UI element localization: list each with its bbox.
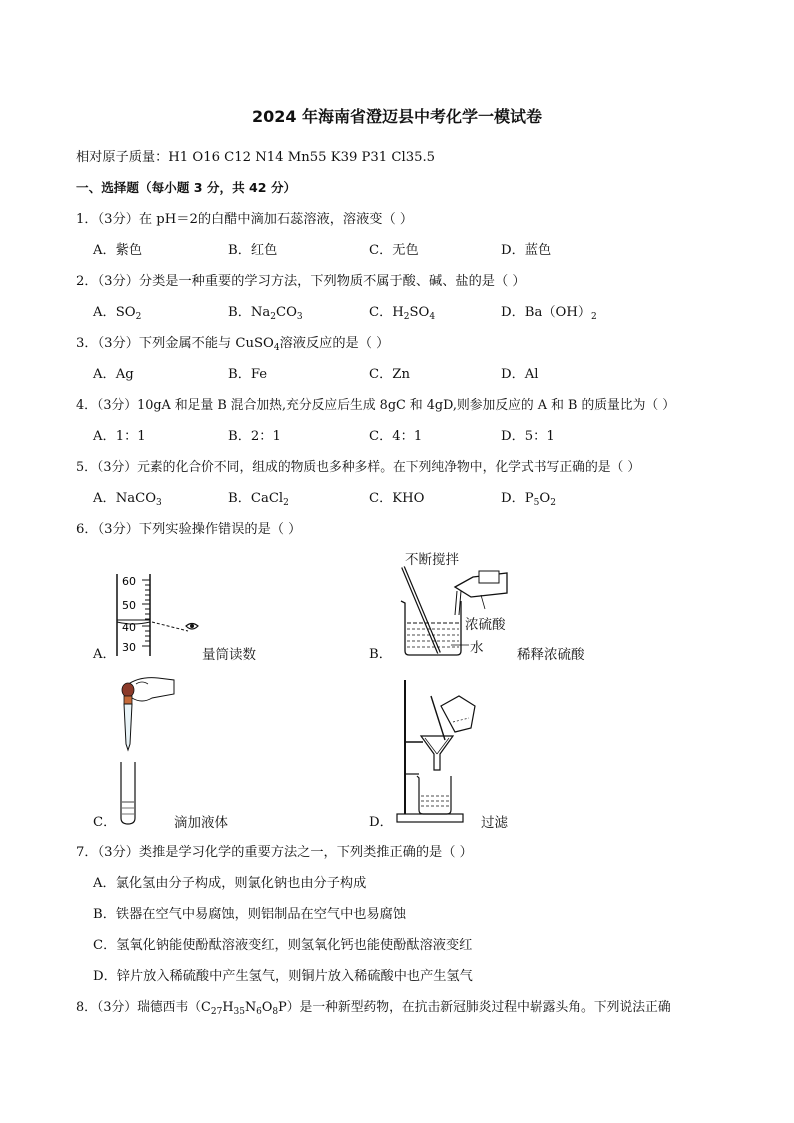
cylinder-tick-50: 50 xyxy=(122,599,136,612)
q6-figure-c-label: C． xyxy=(93,815,117,830)
question-7-stem: 7．（3分）类推是学习化学的重要方法之一，下列类推正确的是（ ） xyxy=(76,845,473,860)
q7-option-d: D．锌片放入稀硫酸中产生氢气，则铜片放入稀硫酸中也产生氢气 xyxy=(93,969,473,984)
q5-option-a: A．NaCO$_3$ xyxy=(93,491,162,508)
q7-option-a: A．氯化氢由分子构成，则氯化钠也由分子构成 xyxy=(93,876,367,891)
q5-option-b: B．CaCl$_2$ xyxy=(228,491,289,508)
q4-option-d: D．5：1 xyxy=(501,429,555,444)
question-6-stem: 6．（3分）下列实验操作错误的是（ ） xyxy=(76,522,302,537)
q1-option-a: A．紫色 xyxy=(93,243,143,258)
q3-option-a: A．Ag xyxy=(93,367,134,382)
question-4-stem: 4．（3分）10gA 和足量 B 混合加热,充分反应后生成 8gC 和 4gD,则参加反应的 A 和 B 的质量比为（ ） xyxy=(76,398,676,413)
q3-option-d: D．Al xyxy=(501,367,539,382)
section-heading: 一、选择题（每小题 3 分，共 42 分） xyxy=(76,180,297,195)
q3-option-b: B．Fe xyxy=(228,367,268,382)
q6-figure-b-label: B． xyxy=(369,647,392,662)
q4-option-b: B．2：1 xyxy=(228,429,281,444)
atomic-mass-line: 相对原子质量：H1 O16 C12 N14 Mn55 K39 P31 Cl35.5 xyxy=(76,150,436,165)
cylinder-tick-40: 40 xyxy=(122,621,136,634)
cylinder-tick-30: 30 xyxy=(122,641,136,654)
q4-option-c: C．4：1 xyxy=(369,429,423,444)
q6-figure-b-acid-label: 浓硫酸 xyxy=(465,617,506,633)
page-title: 2024 年海南省澄迈县中考化学一模试卷 xyxy=(251,107,543,126)
q5-option-c: C．KHO xyxy=(369,491,425,506)
q6-figure-b-stir-label: 不断搅拌 xyxy=(405,552,459,568)
q2-option-c: C．$H_2SO_4$ xyxy=(369,305,436,322)
q6-figure-c-caption: 滴加液体 xyxy=(174,815,228,831)
question-1-stem: 1．（3分）在 pH＝2的白醋中滴加石蕊溶液，溶液变（ ） xyxy=(76,212,414,227)
q2-option-a: A．$SO_2$ xyxy=(93,305,142,322)
question-5-stem: 5．（3分）元素的化合价不同，组成的物质也多种多样。在下列纯净物中，化学式书写正确的是（ ） xyxy=(76,460,641,475)
q6-figure-a-caption: 量筒读数 xyxy=(202,647,256,663)
q7-option-b: B．铁器在空气中易腐蚀，则铝制品在空气中也易腐蚀 xyxy=(93,907,407,922)
question-2-stem: 2．（3分）分类是一种重要的学习方法，下列物质不属于酸、碱、盐的是（ ） xyxy=(76,274,526,289)
q1-option-b: B．红色 xyxy=(228,243,278,258)
dropper-figure xyxy=(108,672,178,828)
q1-option-d: D．蓝色 xyxy=(501,243,552,258)
question-3-stem: 3．（3分）下列金属不能与 CuSO$_4$溶液反应的是（ ） xyxy=(76,336,390,353)
q2-option-b: B．$Na_2CO_3$ xyxy=(228,305,303,322)
dropper-bulb-icon xyxy=(122,683,134,697)
q1-option-c: C．无色 xyxy=(369,243,419,258)
q7-option-c: C．氢氧化钠能使酚酞溶液变红，则氢氧化钙也能使酚酞溶液变红 xyxy=(93,938,473,953)
dilution-figure xyxy=(395,565,525,657)
q6-figure-b-water-label: 水 xyxy=(470,640,484,656)
q3-option-c: C．Zn xyxy=(369,367,410,382)
filtration-figure xyxy=(395,676,487,826)
q4-option-a: A．1：1 xyxy=(93,429,146,444)
q5-option-d: D．$P_5O_2$ xyxy=(501,491,556,508)
q6-figure-d-label: D． xyxy=(369,815,393,830)
q2-option-d: D．$Ba(OH)_2$ xyxy=(501,305,597,322)
q6-figure-a-label: A． xyxy=(93,647,116,662)
q6-figure-d-caption: 过滤 xyxy=(481,815,508,831)
q6-figure-b-caption: 稀释浓硫酸 xyxy=(517,647,585,663)
question-8-stem: 8．（3分）瑞德西韦$(C_{27}H_{35}N_6O_8P)$是一种新型药物，在抗击新冠肺炎过程中崭露头角。下列说法正确 xyxy=(76,1000,671,1017)
cylinder-tick-60: 60 xyxy=(122,575,136,588)
